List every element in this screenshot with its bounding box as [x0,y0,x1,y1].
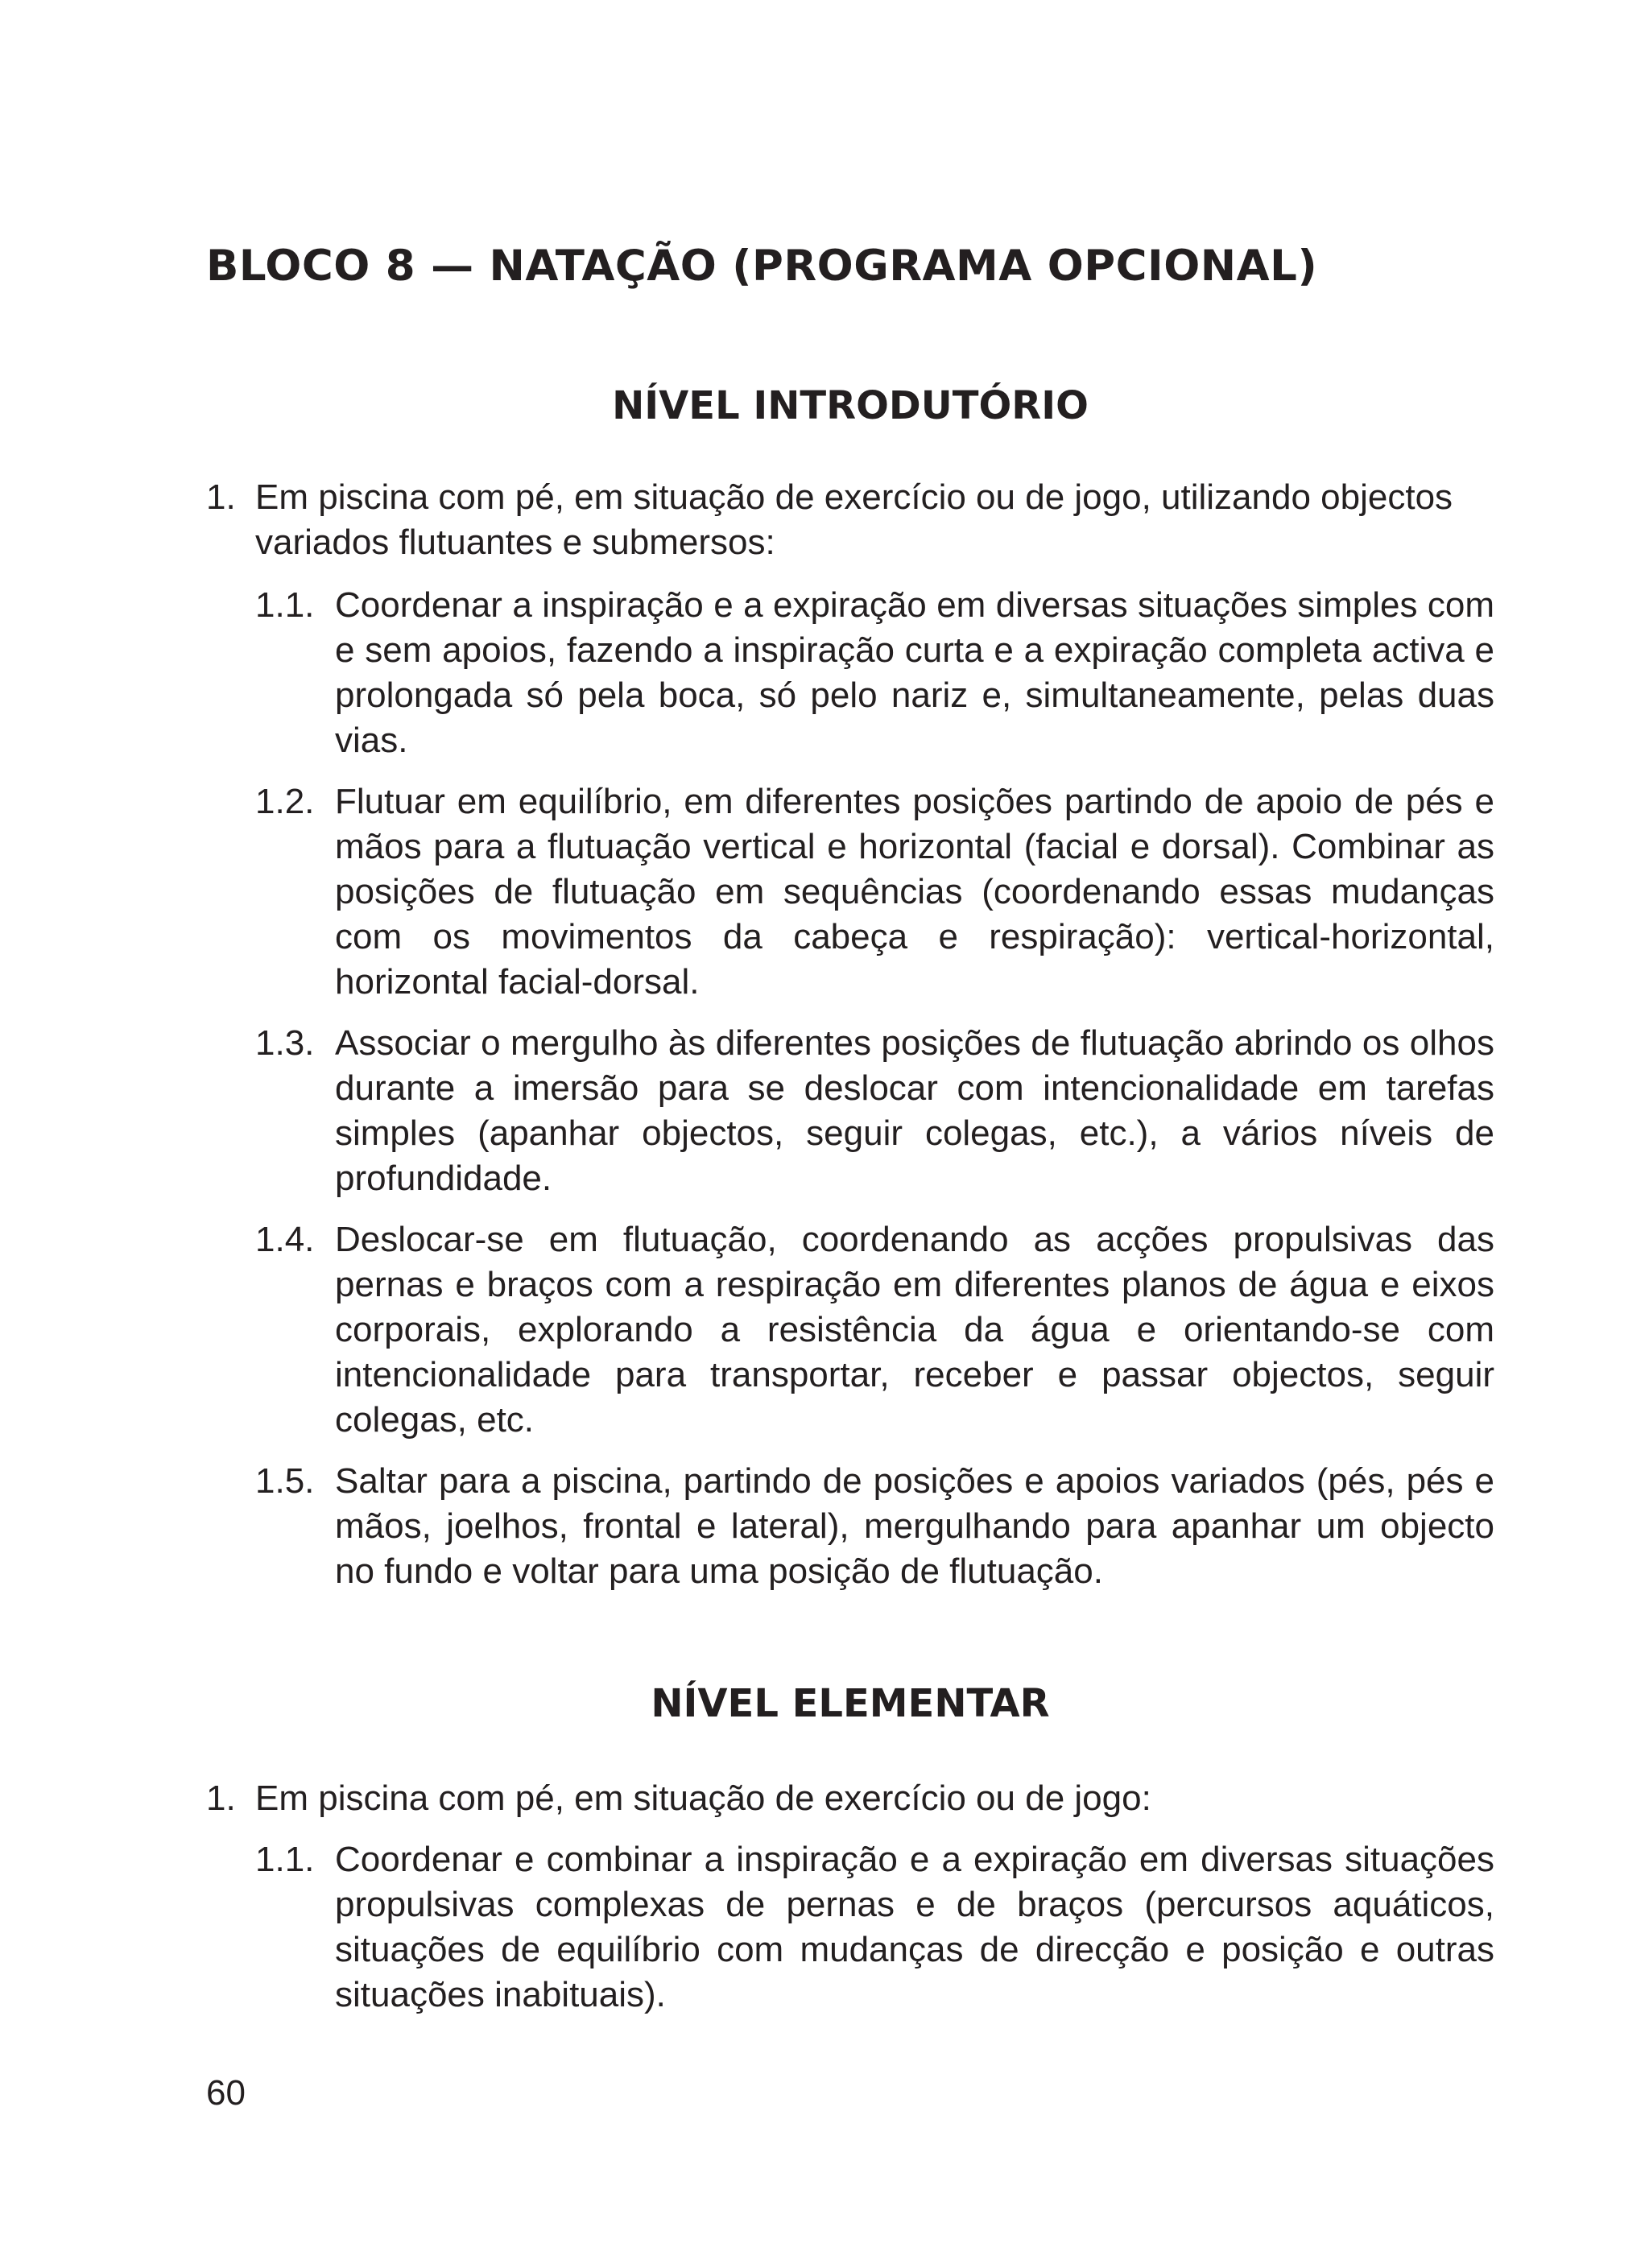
list-item [206,1776,1494,1821]
subitem-text: Saltar para a piscina, partindo de posições e apoios variados (pés, pés e mãos, joelhos, frontal e lateral), mergulhando para apanhar um objecto no fundo e voltar para uma posição de flutuação. [335,1461,1494,1591]
item-number: 1. [206,1778,236,1818]
subitem-text: Flutuar em equilíbrio, em diferentes posições partindo de apoio de pés e mãos para a flutuação vertical e horizontal (facial e dorsal). Combinar as posições de flutuação em sequências (coordenando essas mudanças com os movimentos da cabeça e respiração): vertical-horizontal, horizontal facial-dorsal. [335,782,1494,1002]
list-subitem [206,1837,1494,2018]
item-number: 1. [206,477,236,517]
list-item [206,475,1494,565]
subitem-text: Coordenar e combinar a inspiração e a expiração em diversas situações propulsivas complexas de pernas e de braços (percursos aquáticos, situações de equilíbrio com mudanças de direcção e posição e outras situações inabituais). [335,1840,1494,2014]
subitem-number: 1.5. [255,1461,315,1501]
subitem-number: 1.4. [255,1220,315,1259]
subitem-text: Coordenar a inspiração e a expiração em diversas situações simples com e sem apoios, fazendo a inspiração curta e a expiração completa activa e prolongada só pela boca, só pelo nariz e, simultaneamente, pelas duas vias. [335,585,1494,760]
section-title-elementar: NÍVEL ELEMENTAR [651,1681,1050,1726]
item-text: Em piscina com pé, em situação de exercício ou de jogo: [255,1778,1151,1818]
subitem-text: Associar o mergulho às diferentes posições de flutuação abrindo os olhos durante a imersão para se deslocar com intencionalidade em tarefas simples (apanhar objectos, seguir colegas, etc.), a vários níveis de profundidade. [335,1023,1494,1198]
list-subitem [206,779,1494,1005]
item-text: Em piscina com pé, em situação de exercício ou de jogo, utilizando objectos variados flutuantes e submersos: [255,477,1453,562]
list-subitem [206,1217,1494,1443]
subitem-number: 1.2. [255,782,315,821]
subitem-number: 1.1. [255,1840,315,1879]
subitem-text: Deslocar-se em flutuação, coordenando as acções propulsivas das pernas e braços com a respiração em diferentes planos de água e eixos corporais, explorando a resistência da água e orientando-se com intencionalidade para transportar, receber e passar objectos, seguir colegas, etc. [335,1220,1494,1440]
page-number: 60 [206,2073,246,2113]
subitem-number: 1.1. [255,585,315,625]
block-title: BLOCO 8 — NATAÇÃO (PROGRAMA OPCIONAL) [206,242,1318,291]
section-title-introdutorio: NÍVEL INTRODUTÓRIO [612,383,1089,428]
list-subitem [206,1459,1494,1594]
list-subitem [206,1021,1494,1201]
list-subitem [206,583,1494,763]
subitem-number: 1.3. [255,1023,315,1063]
